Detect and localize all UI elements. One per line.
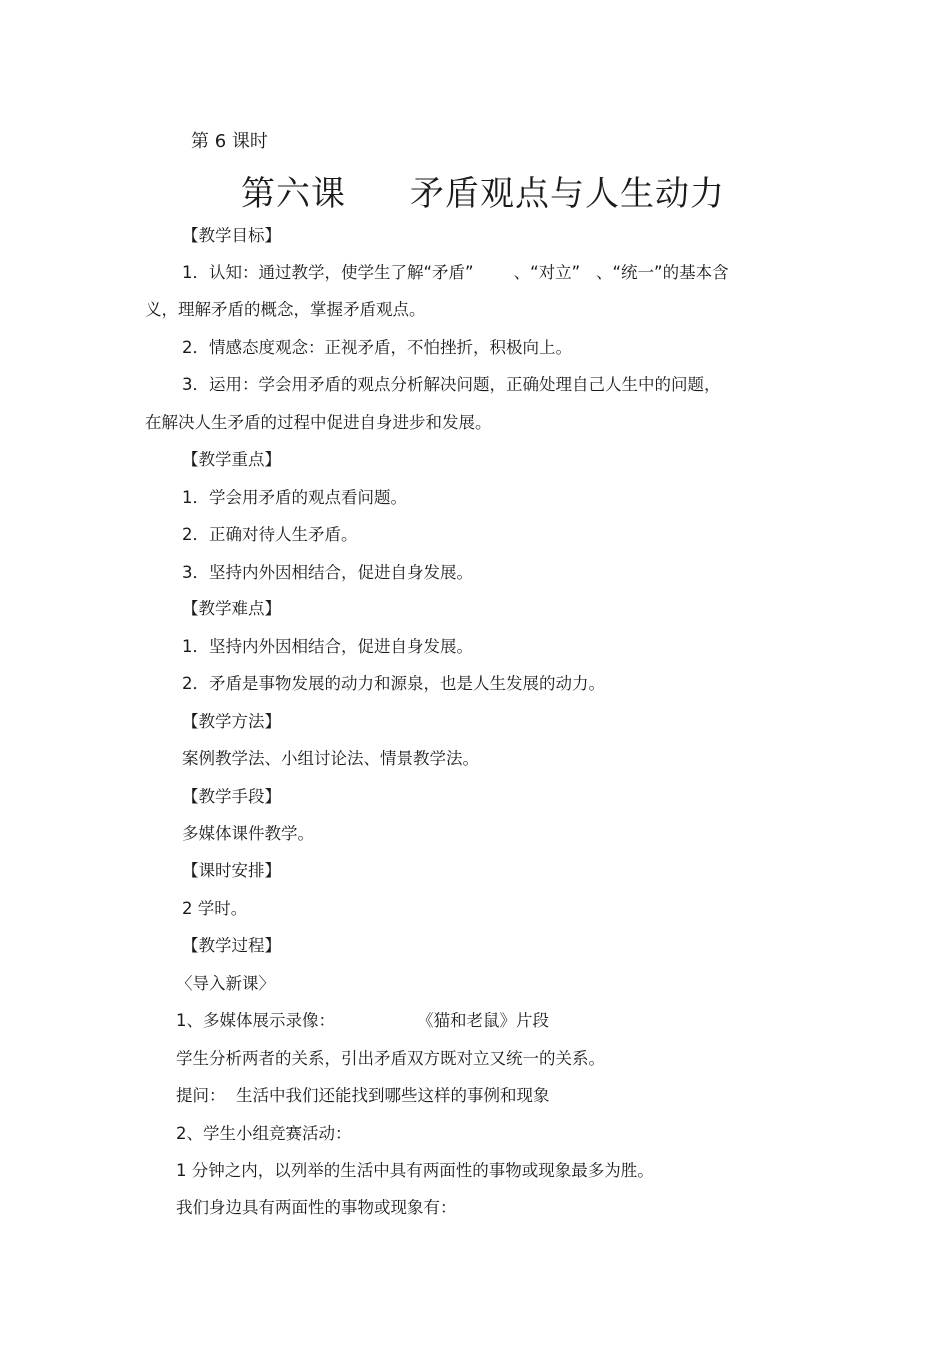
key-point-1: 1．学会用矛盾的观点看问题。	[182, 488, 407, 507]
question-label: 提问：	[176, 1086, 226, 1105]
objective-3-continued: 在解决人生矛盾的过程中促进自身进步和发展。	[145, 413, 492, 432]
objective-1-part1: 1．认知：通过教学，使学生了解“矛盾”	[182, 263, 474, 282]
objective-2: 2．情感态度观念：正视矛盾，不怕挫折，积极向上。	[182, 338, 572, 357]
methods-heading: 【教学方法】	[182, 712, 281, 731]
schedule-text: 2 学时。	[182, 899, 248, 918]
difficulty-1: 1．坚持内外因相结合，促进自身发展。	[182, 637, 473, 656]
objective-1	[182, 261, 729, 285]
step-1-label: 1、多媒体展示录像：	[176, 1011, 335, 1030]
objective-1-continued: 义，理解矛盾的概念，掌握矛盾观点。	[145, 300, 426, 319]
means-heading: 【教学手段】	[182, 787, 281, 806]
difficulties-heading: 【教学难点】	[182, 599, 281, 618]
objectives-heading: 【教学目标】	[182, 226, 281, 245]
step-1-video: 《猫和老鼠》片段	[417, 1011, 549, 1030]
key-point-3: 3．坚持内外因相结合，促进自身发展。	[182, 563, 473, 582]
process-intro: 〈导入新课〉	[176, 974, 275, 993]
difficulty-2: 2．矛盾是事物发展的动力和源泉，也是人生发展的动力。	[182, 674, 605, 693]
process-question	[176, 1084, 550, 1108]
lesson-title	[241, 172, 725, 216]
lesson-period: 第 6 课时	[191, 131, 268, 152]
schedule-heading: 【课时安排】	[182, 861, 281, 880]
means-text: 多媒体课件教学。	[182, 824, 314, 843]
lesson-number: 第六课	[241, 174, 346, 214]
process-step-2-prompt: 我们身边具有两面性的事物或现象有：	[176, 1198, 457, 1217]
key-point-2: 2．正确对待人生矛盾。	[182, 525, 358, 544]
question-text: 生活中我们还能找到哪些这样的事例和现象	[236, 1086, 550, 1105]
methods-text: 案例教学法、小组讨论法、情景教学法。	[182, 749, 479, 768]
objective-1-part2: 、“对立”	[513, 263, 581, 282]
objective-1-part3: 、“统一”的基本含	[595, 263, 729, 282]
objective-3: 3．运用：学会用矛盾的观点分析解决问题，正确处理自己人生中的问题，	[182, 375, 721, 394]
process-step-1	[176, 1009, 549, 1033]
lesson-name: 矛盾观点与人生动力	[410, 174, 725, 214]
process-heading: 【教学过程】	[182, 936, 281, 955]
process-step-2: 2、学生小组竞赛活动：	[176, 1124, 352, 1143]
process-step-1-analysis: 学生分析两者的关系，引出矛盾双方既对立又统一的关系。	[176, 1049, 605, 1068]
process-step-2-rule: 1 分钟之内，以列举的生活中具有两面性的事物或现象最多为胜。	[176, 1161, 654, 1180]
key-points-heading: 【教学重点】	[182, 450, 281, 469]
